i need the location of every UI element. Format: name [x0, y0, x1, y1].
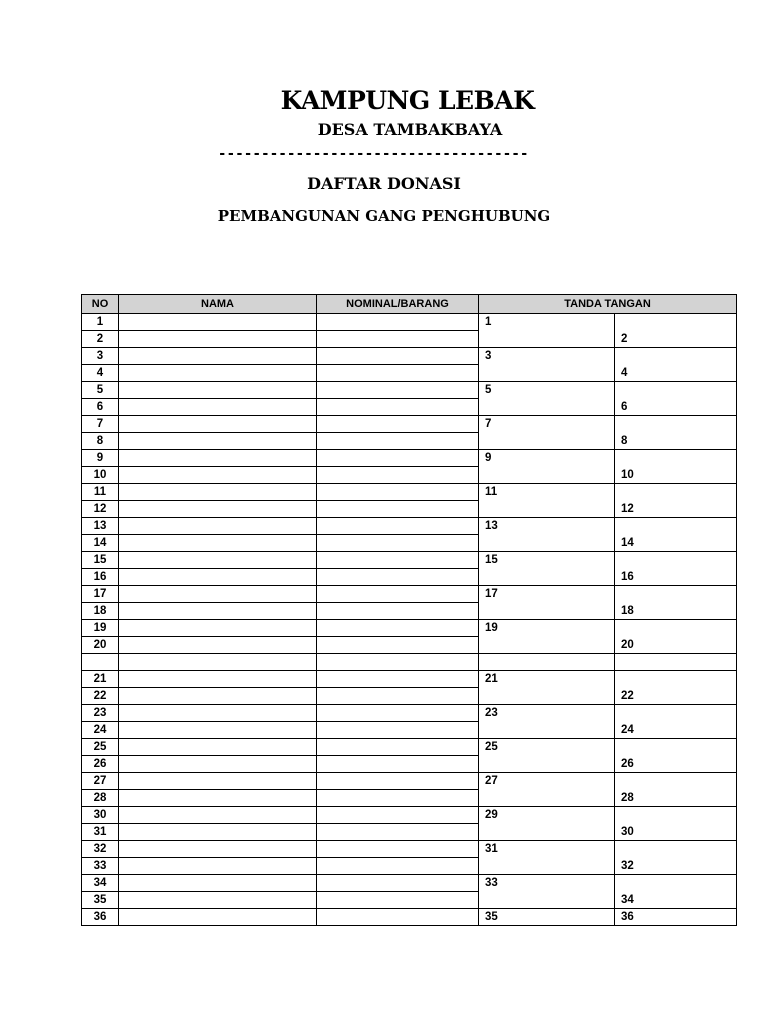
table-row [82, 586, 737, 603]
table-row [82, 620, 737, 637]
donation-table [81, 294, 737, 926]
table-row [82, 773, 737, 790]
signature-cell[interactable]: 3 [479, 348, 615, 382]
signature-cell[interactable]: 15 [479, 552, 615, 586]
nominal-cell[interactable] [317, 841, 479, 858]
nama-cell[interactable] [119, 807, 317, 824]
table-row [82, 807, 737, 824]
nominal-cell[interactable] [317, 705, 479, 722]
nama-cell[interactable] [119, 569, 317, 586]
nama-cell[interactable] [119, 331, 317, 348]
nama-cell[interactable] [119, 535, 317, 552]
nominal-cell[interactable] [317, 620, 479, 637]
row-number: 28 [82, 790, 119, 807]
row-number: 11 [82, 484, 119, 501]
row-number: 16 [82, 569, 119, 586]
row-number: 14 [82, 535, 119, 552]
signature-cell[interactable]: 36 [615, 909, 737, 926]
signature-cell[interactable]: 17 [479, 586, 615, 620]
nama-cell[interactable] [119, 637, 317, 654]
signature-cell[interactable]: 22 [615, 671, 737, 705]
blank-cell[interactable] [479, 654, 615, 671]
nominal-cell[interactable] [317, 909, 479, 926]
nominal-cell[interactable] [317, 688, 479, 705]
table-row [82, 875, 737, 892]
nominal-cell[interactable] [317, 739, 479, 756]
row-number: 17 [82, 586, 119, 603]
table-row [82, 671, 737, 688]
signature-cell[interactable]: 21 [479, 671, 615, 705]
nominal-cell[interactable] [317, 586, 479, 603]
row-number: 23 [82, 705, 119, 722]
nama-cell[interactable] [119, 824, 317, 841]
nama-cell[interactable] [119, 467, 317, 484]
nominal-cell[interactable] [317, 535, 479, 552]
row-number: 4 [82, 365, 119, 382]
table-row [82, 450, 737, 467]
row-number: 30 [82, 807, 119, 824]
document-title: DAFTAR DONASI [307, 174, 461, 193]
table-row [82, 348, 737, 365]
column-header-nominal: NOMINAL/BARANG [317, 295, 479, 314]
row-number: 32 [82, 841, 119, 858]
row-number: 5 [82, 382, 119, 399]
nama-cell[interactable] [119, 586, 317, 603]
row-number: 18 [82, 603, 119, 620]
table-row [82, 416, 737, 433]
table-row [82, 484, 737, 501]
signature-cell[interactable]: 23 [479, 705, 615, 739]
nominal-cell[interactable] [317, 331, 479, 348]
nama-cell[interactable] [119, 433, 317, 450]
signature-cell[interactable]: 29 [479, 807, 615, 841]
row-number: 3 [82, 348, 119, 365]
nominal-cell[interactable] [317, 824, 479, 841]
nominal-cell[interactable] [317, 348, 479, 365]
signature-cell[interactable]: 20 [615, 620, 737, 654]
signature-cell[interactable]: 8 [615, 416, 737, 450]
row-number: 13 [82, 518, 119, 535]
signature-cell[interactable]: 33 [479, 875, 615, 909]
signature-cell[interactable]: 10 [615, 450, 737, 484]
signature-cell[interactable]: 12 [615, 484, 737, 518]
column-header-nama: NAMA [119, 295, 317, 314]
column-header-tanda-tangan: TANDA TANGAN [479, 295, 737, 314]
row-number: 22 [82, 688, 119, 705]
nominal-cell[interactable] [317, 365, 479, 382]
signature-cell[interactable]: 16 [615, 552, 737, 586]
table-row [82, 841, 737, 858]
row-number: 20 [82, 637, 119, 654]
signature-cell[interactable]: 18 [615, 586, 737, 620]
nama-cell[interactable] [119, 416, 317, 433]
nominal-cell[interactable] [317, 671, 479, 688]
nominal-cell[interactable] [317, 399, 479, 416]
signature-cell[interactable]: 34 [615, 875, 737, 909]
nominal-cell[interactable] [317, 569, 479, 586]
nama-cell[interactable] [119, 501, 317, 518]
nama-cell[interactable] [119, 365, 317, 382]
signature-cell[interactable]: 11 [479, 484, 615, 518]
nominal-cell[interactable] [317, 433, 479, 450]
row-number: 35 [82, 892, 119, 909]
nominal-cell[interactable] [317, 807, 479, 824]
nama-cell[interactable] [119, 909, 317, 926]
nama-cell[interactable] [119, 671, 317, 688]
row-number: 19 [82, 620, 119, 637]
row-number: 24 [82, 722, 119, 739]
signature-cell[interactable]: 7 [479, 416, 615, 450]
nominal-cell[interactable] [317, 858, 479, 875]
row-number: 2 [82, 331, 119, 348]
signature-cell[interactable]: 9 [479, 450, 615, 484]
nominal-cell[interactable] [317, 314, 479, 331]
document-subtitle: PEMBANGUNAN GANG PENGHUBUNG [217, 207, 551, 225]
nama-cell[interactable] [119, 722, 317, 739]
table-row [82, 314, 737, 331]
nominal-cell[interactable] [317, 518, 479, 535]
signature-cell[interactable]: 13 [479, 518, 615, 552]
nama-cell[interactable] [119, 552, 317, 569]
nama-cell[interactable] [119, 382, 317, 399]
nama-cell[interactable] [119, 518, 317, 535]
table-row [82, 382, 737, 399]
row-number: 25 [82, 739, 119, 756]
signature-cell[interactable]: 14 [615, 518, 737, 552]
table-row [82, 739, 737, 756]
row-number: 1 [82, 314, 119, 331]
nama-cell[interactable] [119, 875, 317, 892]
signature-cell[interactable]: 31 [479, 841, 615, 875]
separator-line: ------------------------------------ [218, 149, 529, 160]
row-number: 27 [82, 773, 119, 790]
table-row-blank [82, 654, 737, 671]
nama-cell[interactable] [119, 705, 317, 722]
signature-cell[interactable]: 26 [615, 739, 737, 773]
nominal-cell[interactable] [317, 790, 479, 807]
signature-cell[interactable]: 19 [479, 620, 615, 654]
page-title: KAMPUNG LEBAK [280, 86, 535, 115]
nominal-cell[interactable] [317, 467, 479, 484]
table-row [82, 518, 737, 535]
row-number: 6 [82, 399, 119, 416]
nama-cell[interactable] [119, 858, 317, 875]
signature-cell[interactable]: 35 [479, 909, 615, 926]
nominal-cell[interactable] [317, 484, 479, 501]
row-number: 36 [82, 909, 119, 926]
signature-cell[interactable]: 28 [615, 773, 737, 807]
column-header-no: NO [82, 295, 119, 314]
nominal-cell[interactable] [317, 756, 479, 773]
row-number: 8 [82, 433, 119, 450]
table-row [82, 909, 737, 926]
nominal-cell[interactable] [317, 603, 479, 620]
nama-cell[interactable] [119, 348, 317, 365]
row-number: 34 [82, 875, 119, 892]
blank-cell[interactable] [82, 654, 119, 671]
table-row [82, 552, 737, 569]
table-header-row [82, 295, 737, 314]
row-number: 26 [82, 756, 119, 773]
signature-cell[interactable]: 24 [615, 705, 737, 739]
row-number: 10 [82, 467, 119, 484]
signature-cell[interactable]: 6 [615, 382, 737, 416]
nama-cell[interactable] [119, 399, 317, 416]
signature-cell[interactable]: 25 [479, 739, 615, 773]
table-body [82, 314, 737, 926]
signature-cell[interactable]: 32 [615, 841, 737, 875]
row-number: 7 [82, 416, 119, 433]
blank-cell[interactable] [119, 654, 317, 671]
nama-cell[interactable] [119, 790, 317, 807]
nama-cell[interactable] [119, 688, 317, 705]
nominal-cell[interactable] [317, 501, 479, 518]
row-number: 31 [82, 824, 119, 841]
row-number: 21 [82, 671, 119, 688]
row-number: 9 [82, 450, 119, 467]
signature-cell[interactable]: 30 [615, 807, 737, 841]
nama-cell[interactable] [119, 620, 317, 637]
signature-cell[interactable]: 5 [479, 382, 615, 416]
nama-cell[interactable] [119, 314, 317, 331]
nama-cell[interactable] [119, 892, 317, 909]
nominal-cell[interactable] [317, 722, 479, 739]
nama-cell[interactable] [119, 773, 317, 790]
nama-cell[interactable] [119, 739, 317, 756]
nominal-cell[interactable] [317, 892, 479, 909]
signature-cell[interactable]: 4 [615, 348, 737, 382]
nominal-cell[interactable] [317, 875, 479, 892]
nama-cell[interactable] [119, 484, 317, 501]
nominal-cell[interactable] [317, 450, 479, 467]
signature-cell[interactable]: 27 [479, 773, 615, 807]
page-subtitle: DESA TAMBAKBAYA [317, 120, 503, 139]
blank-cell[interactable] [317, 654, 479, 671]
nominal-cell[interactable] [317, 637, 479, 654]
nama-cell[interactable] [119, 603, 317, 620]
signature-cell[interactable]: 2 [615, 314, 737, 348]
nominal-cell[interactable] [317, 773, 479, 790]
nama-cell[interactable] [119, 450, 317, 467]
row-number: 15 [82, 552, 119, 569]
nominal-cell[interactable] [317, 382, 479, 399]
table-row [82, 705, 737, 722]
nominal-cell[interactable] [317, 416, 479, 433]
blank-cell[interactable] [615, 654, 737, 671]
row-number: 12 [82, 501, 119, 518]
signature-cell[interactable]: 1 [479, 314, 615, 348]
row-number: 33 [82, 858, 119, 875]
nama-cell[interactable] [119, 756, 317, 773]
nama-cell[interactable] [119, 841, 317, 858]
nominal-cell[interactable] [317, 552, 479, 569]
